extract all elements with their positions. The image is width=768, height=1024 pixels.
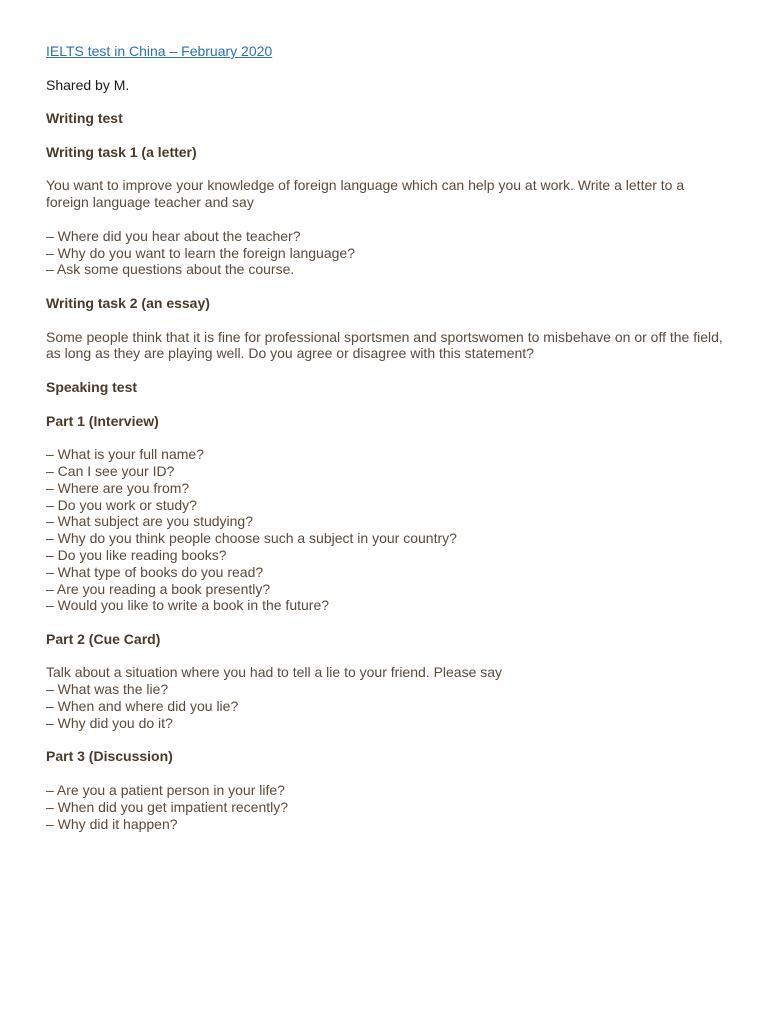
speaking-part3-list	[46, 782, 726, 832]
list-item: – Do you work or study?	[46, 496, 197, 513]
list-item: – Why do you think people choose such a subject in your country?	[46, 530, 457, 547]
title-link[interactable]: IELTS test in China – February 2020	[46, 43, 273, 59]
document-page	[46, 43, 726, 832]
writing-task1-heading: Writing task 1 (a letter)	[46, 143, 197, 160]
list-item: – What is your full name?	[46, 446, 204, 463]
speaking-test-heading: Speaking test	[46, 378, 138, 395]
list-item: – Where did you hear about the teacher?	[46, 227, 301, 244]
list-item: – What was the lie?	[46, 681, 169, 698]
speaking-part2-list	[46, 681, 726, 731]
writing-test-heading: Writing test	[46, 110, 123, 127]
list-item: – Would you like to write a book in the future?	[46, 597, 330, 614]
list-item: – When and where did you lie?	[46, 698, 239, 715]
list-item: – What subject are you studying?	[46, 513, 254, 530]
list-item: – Are you a patient person in your life?	[46, 782, 285, 799]
list-item: – Where are you from?	[46, 479, 190, 496]
list-item: – Ask some questions about the course.	[46, 261, 295, 278]
speaking-part1-list	[46, 446, 726, 614]
list-item: – Why did it happen?	[46, 815, 178, 832]
list-item: – Can I see your ID?	[46, 462, 175, 479]
shared-by-text: Shared by M.	[46, 76, 130, 93]
speaking-part1-heading: Part 1 (Interview)	[46, 412, 159, 429]
list-item: – Do you like reading books?	[46, 546, 227, 563]
writing-task1-prompt: You want to improve your knowledge of foreign language which can help you at work. Write a letter to a foreign language teacher and say	[46, 177, 685, 211]
speaking-part3-heading: Part 3 (Discussion)	[46, 748, 173, 765]
list-item: – What type of books do you read?	[46, 563, 264, 580]
list-item: – Why did you do it?	[46, 714, 173, 731]
speaking-part2-prompt: Talk about a situation where you had to tell a lie to your friend. Please say	[46, 664, 503, 681]
writing-task2-prompt: Some people think that it is fine for professional sportsmen and sportswomen to misbehave on or off the field, as long as they are playing well. Do you agree or disagree with this statement?	[46, 328, 723, 362]
speaking-part2-heading: Part 2 (Cue Card)	[46, 630, 161, 647]
list-item: – When did you get impatient recently?	[46, 798, 289, 815]
list-item: – Why do you want to learn the foreign language?	[46, 244, 355, 261]
writing-task2-heading: Writing task 2 (an essay)	[46, 294, 210, 311]
list-item: – Are you reading a book presently?	[46, 580, 271, 597]
writing-task1-list	[46, 228, 726, 278]
